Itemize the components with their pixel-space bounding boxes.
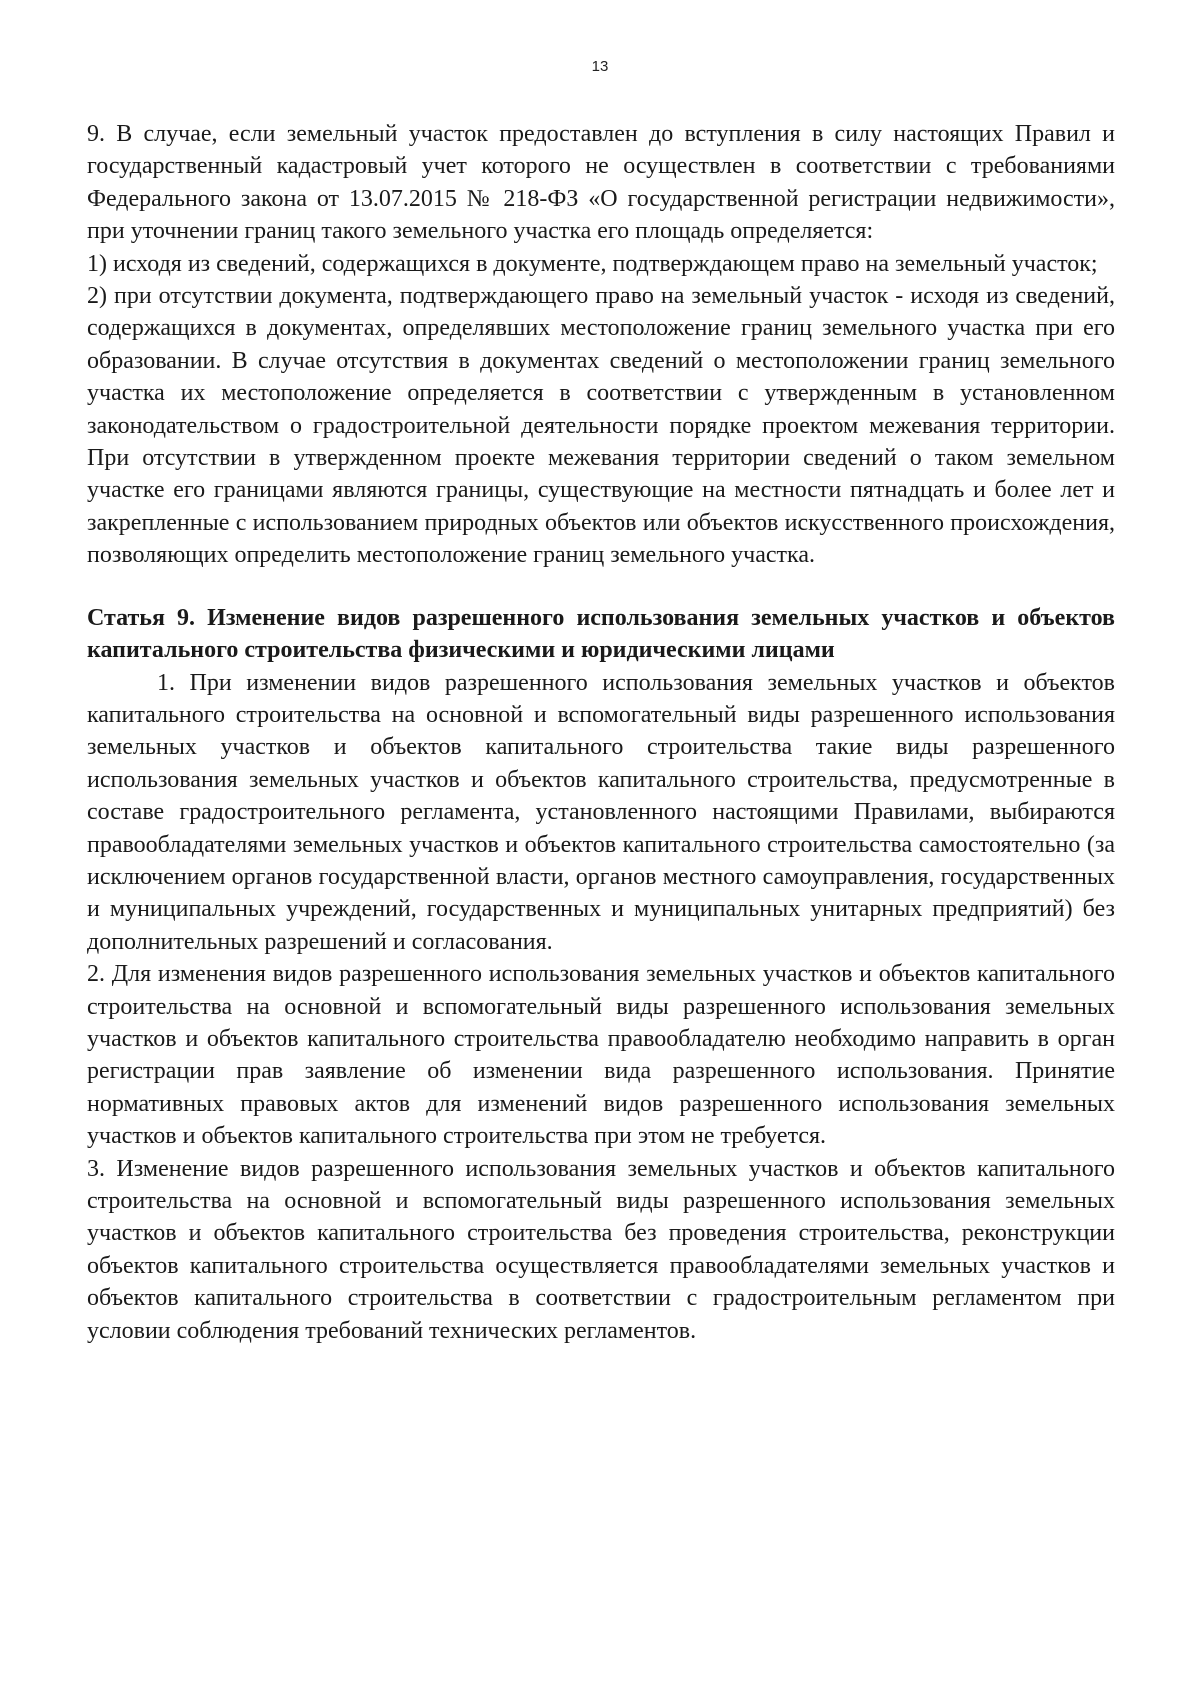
article-9-heading: Статья 9. Изменение видов разрешенного использования земельных участков и объектов капитального строительства физическими и юридическими лицами [87,604,1115,664]
document-body [87,118,1115,1347]
article-9-paragraph-3: 3. Изменение видов разрешенного использования земельных участков и объектов капитального строительства на основной и вспомогательный виды разрешенного использования земельных участков и объектов капитального строительства без проведения строительства, реконструкции объектов капитального строительства осуществляется правообладателями земельных участков и объектов капитального строительства в соответствии с градостроительным регламентом при условии соблюдения требований технических регламентов. [87,1155,1115,1344]
article-9-paragraph-2: 2. Для изменения видов разрешенного использования земельных участков и объектов капитального строительства на основной и вспомогательный виды разрешенного использования земельных участков и объектов капитального строительства правообладателю необходимо направить в орган регистрации прав заявление об изменении вида разрешенного использования. Принятие нормативных правовых актов для изменений видов разрешенного использования земельных участков и объектов капитального строительства при этом не требуется. [87,961,1115,1150]
article-9-paragraph-1: 1. При изменении видов разрешенного использования земельных участков и объектов капитального строительства на основной и вспомогательный виды разрешенного использования земельных участков и объектов капитального строительства такие виды разрешенного использования земельных участков и объектов капитального строительства, предусмотренные в составе градостроительного регламента, установленного настоящими Правилами, выбираются правообладателями земельных участков и объектов капитального строительства самостоятельно (за исключением органов государственной власти, органов местного самоуправления, государственных и муниципальных учреждений, государственных и муниципальных унитарных предприятий) без дополнительных разрешений и согласования. [87,669,1115,955]
paragraph-9-item-1: 1) исходя из сведений, содержащихся в документе, подтверждающем право на земельный участок; [87,250,1098,277]
paragraph-9: 9. В случае, если земельный участок предоставлен до вступления в силу настоящих Правил и государственный кадастровый учет которого не осуществлен в соответствии с требованиями Федерального закона от 13.07.2015 № 218-ФЗ «О государственной регистрации недвижимости», при уточнении границ такого земельного участка его площадь определяется: [87,121,1115,245]
page-number: 13 [591,58,609,75]
paragraph-9-item-2: 2) при отсутствии документа, подтверждающего право на земельный участок - исходя из сведений, содержащихся в документах, определявших местоположение границ земельного участка при его образовании. В случае отсутствия в документах сведений о местоположении границ земельного участка их местоположение определяется в соответствии с утвержденным в установленном законодательством о градостроительной деятельности порядке проектом межевания территории. При отсутствии в утвержденном проекте межевания территории сведений о таком земельном участке его границами являются границы, существующие на местности пятнадцать и более лет и закрепленные с использованием природных объектов или объектов искусственного происхождения, позволяющих определить местоположение границ земельного участка. [87,283,1115,569]
